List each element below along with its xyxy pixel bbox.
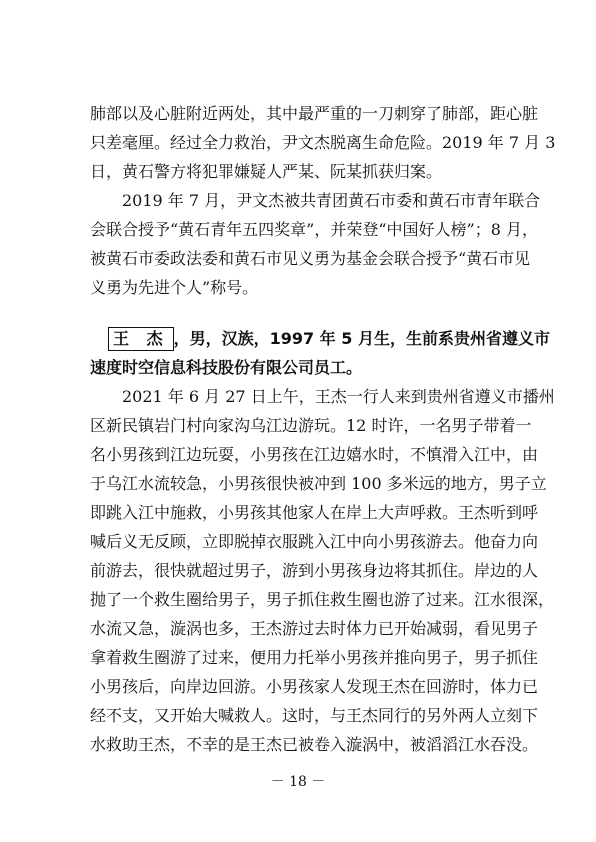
text-line: 区新民镇岩门村向家沟乌江边游玩。12 时许，一名男子带着一 <box>90 416 532 435</box>
profile-summary: ，男，汉族，1997 年 5 月生，生前系贵州省遵义市 <box>173 329 550 348</box>
paragraph-award <box>90 186 541 302</box>
text-line: 名小男孩到江边玩耍，小男孩在江边嬉水时，不慎滑入江中，由 <box>90 445 539 464</box>
text-line: 水流又急，漩涡也多，王杰游过去时体力已开始减弱，看见男子 <box>90 619 539 638</box>
text-line: 肺部以及心脏附近两处，其中最严重的一刀刺穿了肺部，距心脏 <box>90 104 539 123</box>
text-line: 只差毫厘。经过全力救治，尹文杰脱离生命危险。2019 年 7 月 3 <box>90 133 556 152</box>
person-name: 王 杰 <box>108 327 174 351</box>
text-line: 前游去，很快就超过男子，游到小男孩身边将其抓住。岸边的人 <box>90 561 539 580</box>
text-line: 即跳入江中施救，小男孩其他家人在岸上大声呼救。王杰听到呼 <box>90 503 539 522</box>
profile-line <box>90 324 550 353</box>
profile-heading <box>90 324 550 382</box>
text-line: 小男孩后，向岸边回游。小男孩家人发现王杰在回游时，体力已 <box>90 677 539 696</box>
text-line: 日，黄石警方将犯罪嫌疑人严某、阮某抓获归案。 <box>90 162 443 181</box>
text-line: 拿着救生圈游了过来，便用力托举小男孩并推向男子，男子抓住 <box>90 648 539 667</box>
text-line: 会联合授予“黄石青年五四奖章”，并荣登“中国好人榜”；8 月， <box>90 220 538 239</box>
text-line: 喊后义无反顾，立即脱掉衣服跳入江中向小男孩游去。他奋力向 <box>90 532 539 551</box>
text-line: 水救助王杰，不幸的是王杰已被卷入漩涡中，被滔滔江水吞没。 <box>90 735 539 754</box>
profile-employer: 速度时空信息科技股份有限公司员工。 <box>90 358 363 377</box>
page-number: － 18 － <box>270 774 326 790</box>
text-line: 经不支，又开始大喊救人。这时，与王杰同行的另外两人立刻下 <box>90 706 539 725</box>
text-line: 2019 年 7 月，尹文杰被共青团黄石市委和黄石市青年联合 <box>122 191 541 210</box>
text-line: 抛了一个救生圈给男子，男子抓住救生圈也游了过来。江水很深， <box>90 590 555 609</box>
text-line: 义勇为先进个人”称号。 <box>90 278 259 297</box>
text-line: 于乌江水流较急，小男孩很快被冲到 100 多米远的地方，男子立 <box>90 474 547 493</box>
text-line: 2021 年 6 月 27 日上午，王杰一行人来到贵州省遵义市播州 <box>122 387 555 406</box>
paragraph-continuation <box>90 99 556 186</box>
text-line: 被黄石市委政法委和黄石市见义勇为基金会联合授予“黄石市见 <box>90 249 531 268</box>
paragraph-story <box>90 382 555 759</box>
